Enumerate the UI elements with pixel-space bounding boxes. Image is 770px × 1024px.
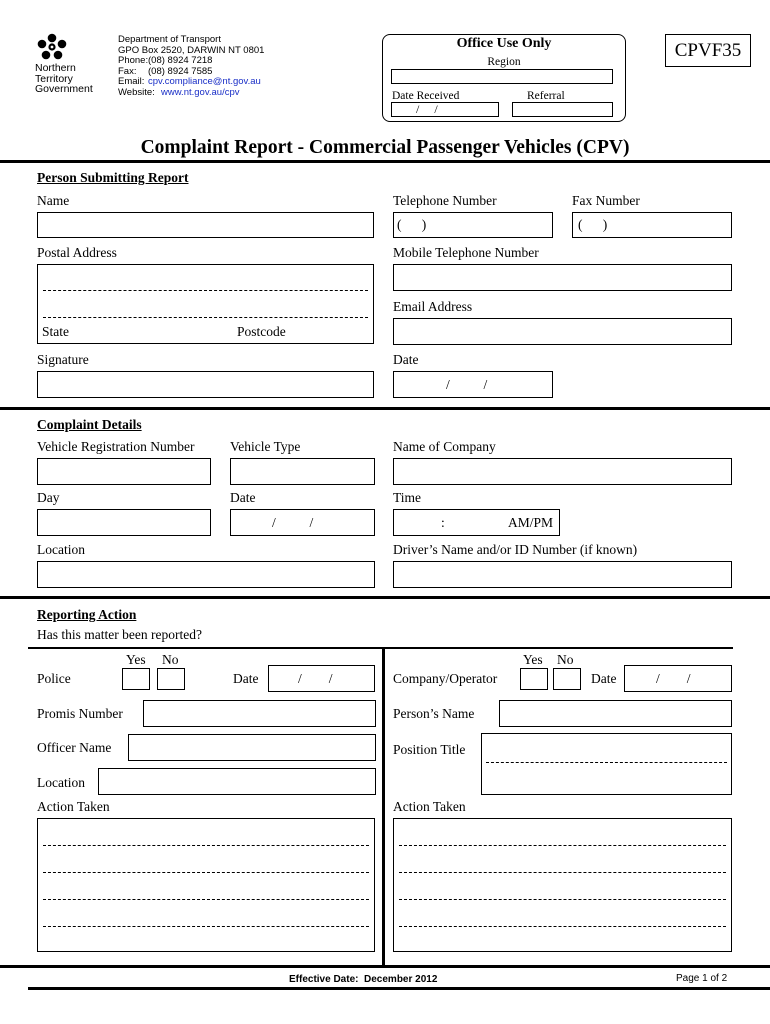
- person-name-label: Person’s Name: [393, 706, 475, 721]
- police-no-label: No: [162, 652, 179, 667]
- postal-address: GPO Box 2520, DARWIN NT 0801: [118, 44, 265, 56]
- reporting-section-heading: Reporting Action: [37, 607, 137, 622]
- reporting-column-divider: [382, 647, 385, 965]
- position-title-line: [486, 762, 727, 763]
- divider-complaint: [0, 596, 770, 599]
- fax-line: Fax: (08) 8924 7585: [118, 65, 213, 77]
- page-title: Complaint Report - Commercial Passenger Vehicles (CPV): [140, 137, 630, 158]
- officer-field[interactable]: [128, 734, 376, 761]
- police-date-label: Date: [233, 671, 259, 686]
- date-received-field[interactable]: [391, 102, 499, 117]
- mobile-field[interactable]: [393, 264, 732, 291]
- divider-footer-top: [0, 965, 770, 968]
- date-received-slashes: / /: [416, 102, 438, 116]
- postal-line-1: [43, 290, 368, 291]
- vehicle-type-label: Vehicle Type: [230, 439, 301, 454]
- police-location-label: Location: [37, 775, 85, 790]
- signature-label: Signature: [37, 352, 89, 367]
- complaint-section-heading: Complaint Details: [37, 417, 142, 432]
- postal-address-label: Postal Address: [37, 245, 117, 260]
- website-line: Website: www.nt.gov.au/cpv: [118, 86, 240, 98]
- referral-field[interactable]: [512, 102, 613, 117]
- promis-field[interactable]: [143, 700, 376, 727]
- fax-paren: ( ): [578, 217, 608, 232]
- office-region-field[interactable]: [391, 69, 613, 84]
- phone-line: Phone:(08) 8924 7218: [118, 55, 213, 66]
- complaint-date-label: Date: [230, 490, 256, 505]
- state-label: State: [42, 324, 69, 339]
- rego-label: Vehicle Registration Number: [37, 439, 195, 454]
- email-line: Email: cpv.compliance@nt.gov.au: [118, 76, 261, 87]
- day-label: Day: [37, 490, 60, 505]
- vehicle-type-field[interactable]: [230, 458, 375, 485]
- referral-label: Referral: [527, 90, 565, 102]
- divider-person: [0, 407, 770, 410]
- police-action-line: [43, 872, 369, 873]
- driver-field[interactable]: [393, 561, 732, 588]
- company-name-label: Name of Company: [393, 439, 496, 454]
- company-no-checkbox[interactable]: [553, 668, 581, 690]
- person-name-field[interactable]: [499, 700, 732, 727]
- email-address-label: Email Address: [393, 299, 473, 314]
- email-link[interactable]: cpv.compliance@nt.gov.au: [148, 76, 261, 87]
- day-field[interactable]: [37, 509, 211, 536]
- postal-line-2: [43, 317, 368, 318]
- effective-date: Effective Date: December 2012: [289, 974, 438, 985]
- police-action-field[interactable]: [37, 818, 375, 952]
- company-action-line: [399, 872, 726, 873]
- police-action-line: [43, 845, 369, 846]
- flower-logo-icon: [34, 32, 70, 62]
- postal-address-field[interactable]: [37, 264, 374, 344]
- promis-label: Promis Number: [37, 706, 123, 721]
- name-field[interactable]: [37, 212, 374, 238]
- person-date-label: Date: [393, 352, 419, 367]
- ampm-label: AM/PM: [508, 515, 554, 530]
- postcode-label: Postcode: [237, 324, 286, 339]
- org-name-line-3: Government: [35, 83, 93, 95]
- time-colon: :: [441, 515, 445, 530]
- complaint-date-slashes: / /: [272, 515, 314, 530]
- website-link[interactable]: www.nt.gov.au/cpv: [161, 86, 240, 98]
- contact-block: [118, 35, 264, 98]
- police-date-slashes: / /: [298, 671, 333, 686]
- rego-field[interactable]: [37, 458, 211, 485]
- date-received-label: Date Received: [392, 90, 460, 102]
- org-name-line-2: Territory: [35, 72, 73, 85]
- company-action-field[interactable]: [393, 818, 732, 952]
- email-address-field[interactable]: [393, 318, 732, 345]
- telephone-paren: ( ): [397, 217, 427, 232]
- form-code: CPVF35: [674, 40, 742, 61]
- time-label: Time: [393, 490, 422, 505]
- company-date-slashes: / /: [656, 671, 691, 686]
- driver-label: Driver’s Name and/or ID Number (if known): [393, 542, 638, 557]
- police-location-field[interactable]: [98, 768, 376, 795]
- reported-question: Has this matter been reported?: [37, 627, 202, 642]
- divider-top: [0, 160, 770, 163]
- officer-label: Officer Name: [37, 740, 112, 755]
- company-name-field[interactable]: [393, 458, 732, 485]
- company-action-label: Action Taken: [393, 799, 466, 814]
- location-label: Location: [37, 542, 85, 557]
- police-label: Police: [37, 671, 71, 686]
- page-number: Page 1 of 2: [676, 973, 728, 984]
- org-name-line-1: Northern: [35, 62, 76, 74]
- company-date-label: Date: [591, 671, 617, 686]
- nt-government-logo: [34, 32, 70, 62]
- office-use-title: Office Use Only: [456, 36, 552, 51]
- company-yes-label: Yes: [523, 652, 543, 667]
- org-name: [35, 63, 93, 95]
- fax-label: Fax Number: [572, 193, 640, 208]
- person-section-heading: Person Submitting Report: [37, 170, 189, 185]
- mobile-label: Mobile Telephone Number: [393, 245, 539, 260]
- office-region-label: Region: [487, 56, 521, 68]
- company-no-label: No: [557, 652, 574, 667]
- department-name: Department of Transport: [118, 34, 221, 45]
- police-action-line: [43, 926, 369, 927]
- position-title-field[interactable]: [481, 733, 732, 795]
- reporting-top-rule: [28, 647, 733, 649]
- police-no-checkbox[interactable]: [157, 668, 185, 690]
- location-field[interactable]: [37, 561, 375, 588]
- name-label: Name: [37, 193, 70, 208]
- police-action-line: [43, 899, 369, 900]
- divider-footer-bottom: [28, 987, 770, 990]
- telephone-label: Telephone Number: [393, 193, 497, 208]
- police-action-label: Action Taken: [37, 799, 110, 814]
- police-yes-checkbox[interactable]: [122, 668, 150, 690]
- police-yes-label: Yes: [126, 652, 146, 667]
- person-date-slashes: / /: [446, 377, 488, 392]
- company-action-line: [399, 899, 726, 900]
- company-operator-label: Company/Operator: [393, 671, 498, 686]
- position-title-label: Position Title: [393, 742, 466, 757]
- company-action-line: [399, 926, 726, 927]
- signature-field[interactable]: [37, 371, 374, 398]
- company-action-line: [399, 845, 726, 846]
- company-yes-checkbox[interactable]: [520, 668, 548, 690]
